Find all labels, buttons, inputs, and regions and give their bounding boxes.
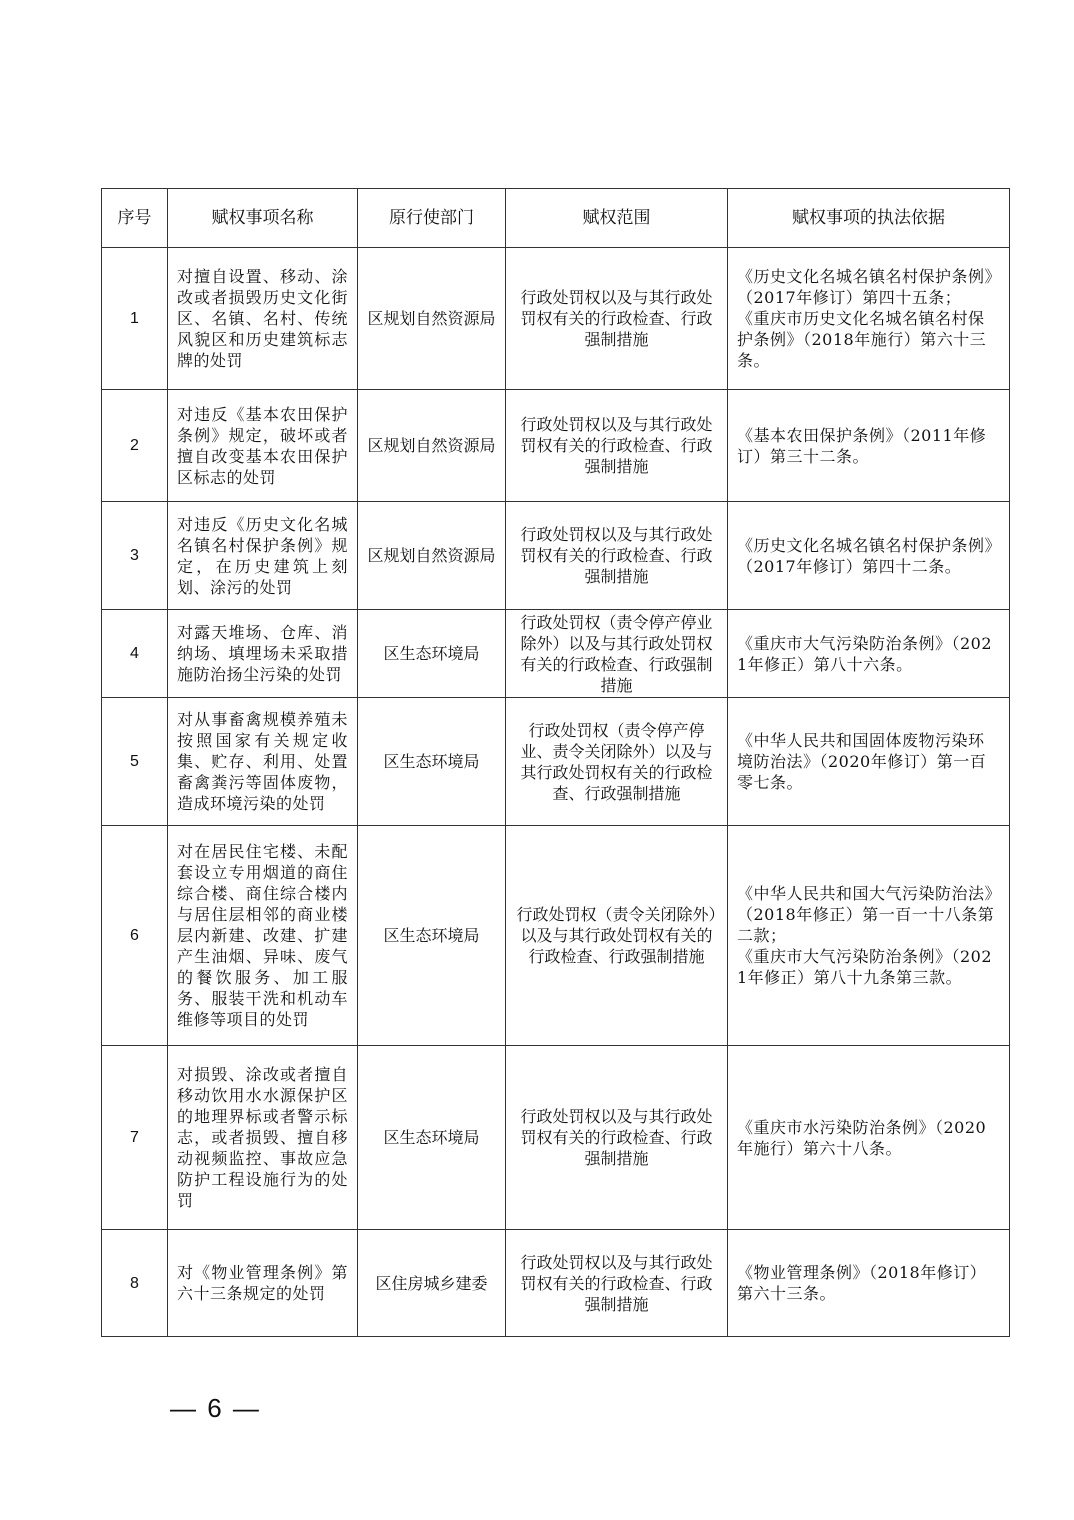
authorization-table (101, 188, 1010, 1337)
legal-basis (728, 1230, 1010, 1337)
department: 区规划自然资源局 (358, 248, 506, 390)
scope: 行政处罚权以及与其行政处罚权有关的行政检查、行政强制措施 (506, 502, 728, 610)
header-legal-basis: 赋权事项的执法依据 (728, 189, 1010, 248)
legal-basis (728, 1046, 1010, 1230)
legal-basis-line: 《物业管理条例》（2018年修订）第六十三条。 (737, 1263, 987, 1303)
item-name: 对违反《历史文化名城名镇名村保护条例》规定，在历史建筑上刻划、涂污的处罚 (168, 502, 358, 610)
department: 区生态环境局 (358, 698, 506, 826)
page-number: — 6 — (170, 1393, 261, 1423)
scope: 行政处罚权以及与其行政处罚权有关的行政检查、行政强制措施 (506, 1230, 728, 1337)
header-row (102, 189, 1010, 248)
department: 区生态环境局 (358, 610, 506, 698)
row-number: 1 (102, 248, 168, 390)
legal-basis-line: 《重庆市大气污染防治条例》（2021年修正）第八十六条。 (737, 633, 993, 674)
header-no: 序号 (102, 189, 168, 248)
legal-basis-line: 《中华人民共和国大气污染防治法》（2018年修正）第一百一十八条第二款； (737, 884, 995, 945)
legal-basis-line: 《重庆市水污染防治条例》（2020年施行）第六十八条。 (737, 1117, 987, 1158)
row-number: 7 (102, 1046, 168, 1230)
legal-basis (728, 248, 1010, 390)
table-row (102, 1046, 1010, 1230)
legal-basis-line: 《重庆市历史文化名城名镇名村保护条例》（2018年施行）第六十三条。 (737, 309, 987, 370)
department: 区住房城乡建委 (358, 1230, 506, 1337)
scope: 行政处罚权以及与其行政处罚权有关的行政检查、行政强制措施 (506, 390, 728, 502)
scope: 行政处罚权（责令停产停业、责令关闭除外）以及与其行政处罚权有关的行政检查、行政强制措施 (506, 698, 728, 826)
item-name: 对露天堆场、仓库、消纳场、填埋场未采取措施防治扬尘污染的处罚 (168, 610, 358, 698)
table-row (102, 502, 1010, 610)
scope: 行政处罚权（责令关闭除外）以及与其行政处罚权有关的行政检查、行政强制措施 (506, 826, 728, 1046)
item-name: 对擅自设置、移动、涂改或者损毁历史文化街区、名镇、名村、传统风貌区和历史建筑标志牌的处罚 (168, 248, 358, 390)
row-number: 3 (102, 502, 168, 610)
legal-basis-line: 《中华人民共和国固体废物污染环境防治法》（2020年修订）第一百零七条。 (737, 731, 987, 792)
table-row (102, 390, 1010, 502)
scope: 行政处罚权以及与其行政处罚权有关的行政检查、行政强制措施 (506, 248, 728, 390)
table-row (102, 610, 1010, 698)
header-scope: 赋权范围 (506, 189, 728, 248)
scope: 行政处罚权以及与其行政处罚权有关的行政检查、行政强制措施 (506, 1046, 728, 1230)
header-department: 原行使部门 (358, 189, 506, 248)
table-row (102, 248, 1010, 390)
legal-basis-line: 《历史文化名城名镇名村保护条例》（2017年修订）第四十五条； (737, 267, 994, 307)
table-row (102, 698, 1010, 826)
legal-basis (728, 610, 1010, 698)
row-number: 4 (102, 610, 168, 698)
legal-basis-line: 《重庆市大气污染防治条例》（2021年修正）第八十九条第三款。 (737, 947, 993, 987)
row-number: 2 (102, 390, 168, 502)
header-item-name: 赋权事项名称 (168, 189, 358, 248)
legal-basis-line: 《基本农田保护条例》（2011年修订）第三十二条。 (737, 425, 987, 466)
department: 区规划自然资源局 (358, 502, 506, 610)
legal-basis (728, 390, 1010, 502)
item-name: 对违反《基本农田保护条例》规定，破坏或者擅自改变基本农田保护区标志的处罚 (168, 390, 358, 502)
legal-basis-line: 《历史文化名城名镇名村保护条例》（2017年修订）第四十二条。 (737, 535, 994, 576)
item-name: 对在居民住宅楼、未配套设立专用烟道的商住综合楼、商住综合楼内与居住层相邻的商业楼层内新建、改建、扩建产生油烟、异味、废气的餐饮服务、加工服务、服装干洗和机动车维修等项目的处罚 (168, 826, 358, 1046)
row-number: 6 (102, 826, 168, 1046)
legal-basis (728, 502, 1010, 610)
table-row (102, 826, 1010, 1046)
item-name: 对从事畜禽规模养殖未按照国家有关规定收集、贮存、利用、处置畜禽粪污等固体废物，造成环境污染的处罚 (168, 698, 358, 826)
scope: 行政处罚权（责令停产停业除外）以及与其行政处罚权有关的行政检查、行政强制措施 (506, 610, 728, 698)
row-number: 5 (102, 698, 168, 826)
department: 区生态环境局 (358, 1046, 506, 1230)
item-name: 对《物业管理条例》第六十三条规定的处罚 (168, 1230, 358, 1337)
department: 区生态环境局 (358, 826, 506, 1046)
table-row (102, 1230, 1010, 1337)
item-name: 对损毁、涂改或者擅自移动饮用水水源保护区的地理界标或者警示标志，或者损毁、擅自移动视频监控、事故应急防护工程设施行为的处罚 (168, 1046, 358, 1230)
legal-basis (728, 826, 1010, 1046)
row-number: 8 (102, 1230, 168, 1337)
legal-basis (728, 698, 1010, 826)
department: 区规划自然资源局 (358, 390, 506, 502)
